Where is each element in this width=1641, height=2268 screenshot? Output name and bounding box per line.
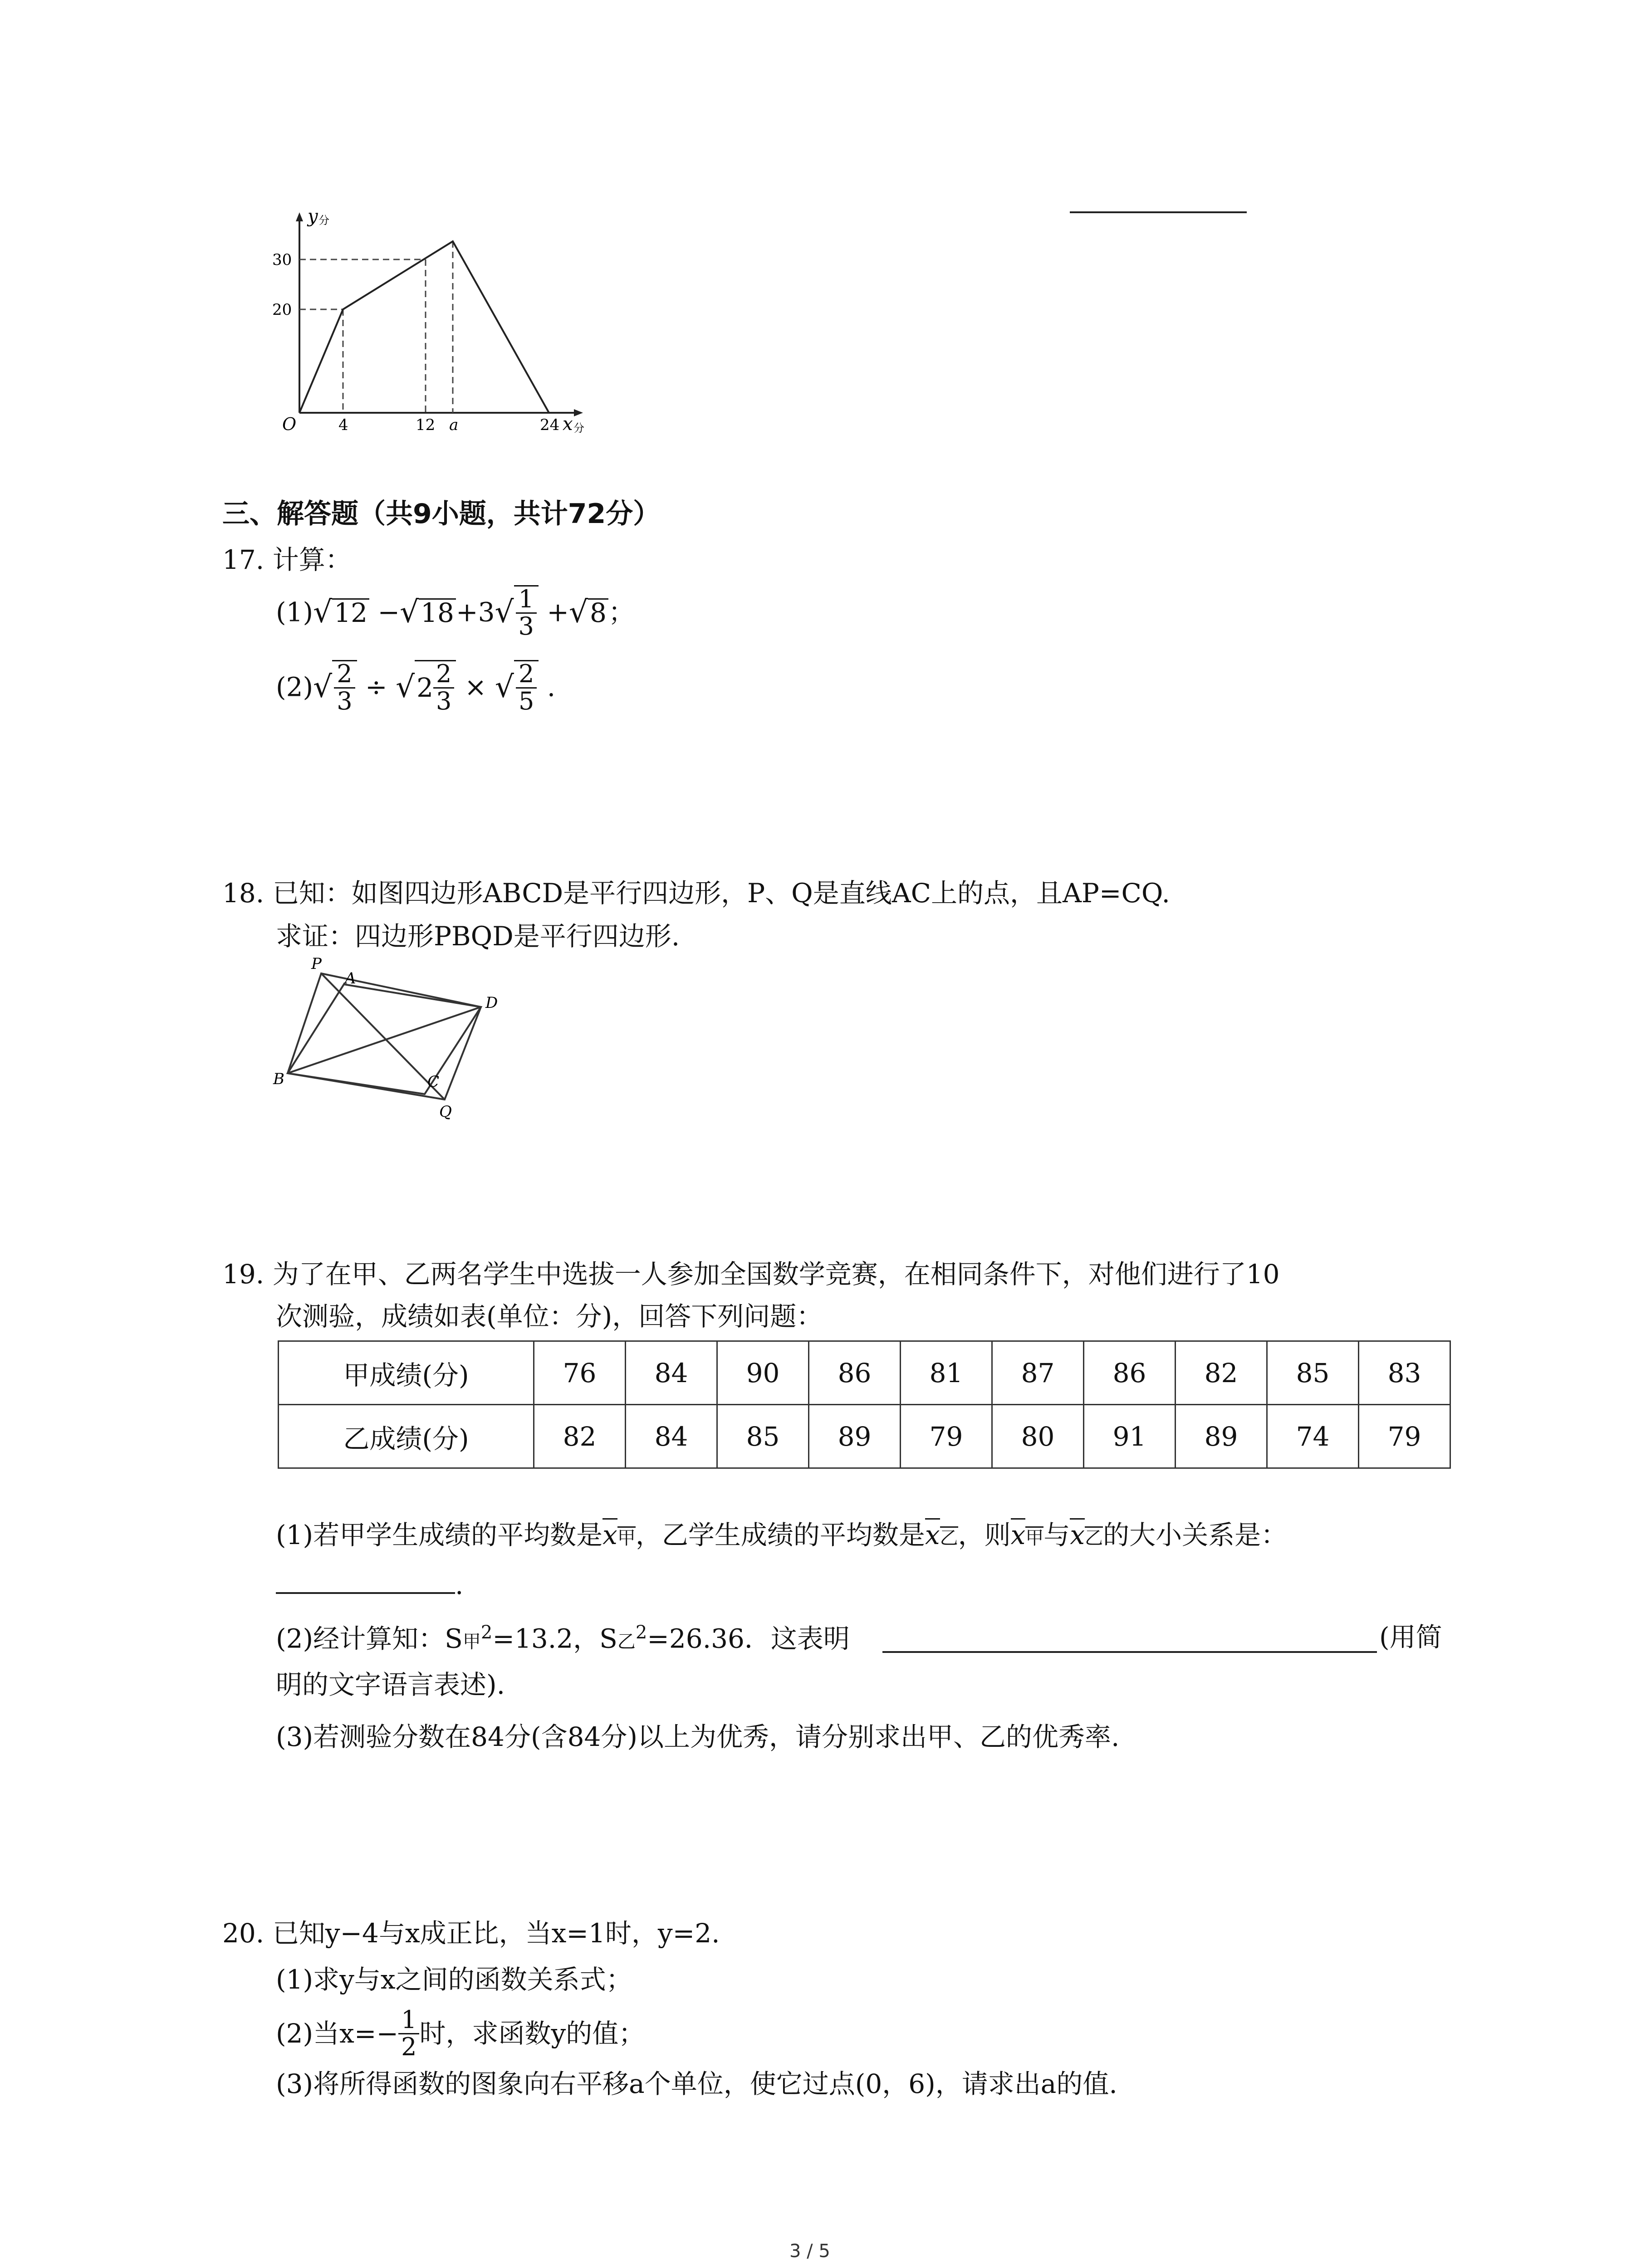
q18-line2: 求证：四边形PBQD是平行四边形.	[276, 921, 680, 952]
table-cell: 80	[992, 1405, 1084, 1468]
parallelogram-pbqd	[288, 973, 481, 1100]
x-axis-arrow	[574, 409, 583, 416]
label-a: A	[345, 969, 356, 987]
q19-p2-text-c: =26.36．这表明	[647, 1623, 850, 1654]
top-answer-blank	[1070, 211, 1247, 213]
q17-part1-end: ；	[608, 596, 635, 628]
q19-p1-end: .	[455, 1569, 464, 1600]
s-yi-sup: 2	[635, 1622, 647, 1643]
q20-part2	[276, 2007, 645, 2060]
q19-p2-text-b: =13.2，S	[492, 1623, 617, 1654]
q19-part1	[276, 1520, 1287, 1551]
q19-p1-text-d: 与	[1043, 1520, 1070, 1550]
parallelogram-figure	[268, 948, 522, 1125]
q17-part1-term4: 8	[588, 598, 608, 626]
x-tick-12: 12	[416, 416, 436, 434]
q19-p2-text-a: (2)经计算知：S	[276, 1623, 463, 1654]
q17-part2-op1: ÷	[365, 671, 387, 703]
table-cell: 86	[1084, 1341, 1176, 1405]
table-cell: 85	[1267, 1341, 1359, 1405]
x-axis-label: x	[563, 414, 573, 435]
q17-part2-op2: ×	[464, 671, 487, 703]
xbar-jia: x	[603, 1518, 617, 1550]
q19-number: 19.	[222, 1259, 265, 1290]
label-p: P	[311, 955, 322, 973]
x-tick-a: a	[449, 416, 459, 434]
q19-p1-text-a: (1)若甲学生成绩的平均数是	[276, 1520, 603, 1550]
q20-part3: (3)将所得函数的图象向右平移a个单位，使它过点(0，6)，请求出a的值.	[276, 2068, 1117, 2099]
xbar-yi-2: x	[1070, 1518, 1085, 1550]
table-cell: 87	[992, 1341, 1084, 1405]
distance-time-graph	[259, 204, 603, 440]
table-row	[279, 1341, 1450, 1405]
q17-part2-fraction3: $\frac{2}{5}$	[516, 661, 537, 714]
q17-part2-mixed-whole: 2	[416, 672, 434, 704]
table-cell: 84	[626, 1341, 717, 1405]
xbar-jia-sub: 甲	[617, 1526, 636, 1549]
x-tick-4: 4	[338, 416, 348, 434]
q19-p2-answer-blank	[882, 1651, 1377, 1653]
table-cell: 91	[1084, 1405, 1176, 1468]
table-cell: 90	[717, 1341, 809, 1405]
q19-line2: 次测验，成绩如表(单位：分)，回答下列问题：	[276, 1301, 823, 1332]
q17-part2-label: (2)	[276, 671, 314, 703]
q19-p1-text-c: ，则	[958, 1520, 1011, 1550]
label-q: Q	[439, 1103, 452, 1121]
q17-part1-fraction: $\frac{1}{3}$	[516, 587, 537, 639]
graph-line	[299, 241, 549, 413]
q17-part2-end: .	[547, 671, 556, 703]
table-cell: 83	[1359, 1341, 1450, 1405]
label-b: B	[273, 1070, 284, 1088]
xbar-yi: x	[925, 1518, 940, 1550]
q17-part1-op1: −	[377, 596, 400, 628]
q19-p1-text-e: 的大小关系是：	[1103, 1520, 1288, 1550]
q17-part2: (2)√ $\frac{2}{3}$ ÷ √2 $\frac{2}{3}$ × √ $\frac{2}{5}$ .	[276, 660, 556, 715]
table-row	[279, 1405, 1450, 1468]
q19-part2	[276, 1622, 850, 1655]
y-axis-arrow	[296, 212, 303, 221]
xbar-yi-2-sub: 乙	[1085, 1526, 1103, 1549]
x-unit-label: 分	[573, 422, 584, 435]
table-cell: 82	[534, 1405, 626, 1468]
scores-table	[278, 1340, 1451, 1469]
q20-part1: (1)求y与x之间的函数关系式；	[276, 1964, 632, 1995]
q19-part3: (3)若测验分数在84分(含84分)以上为优秀，请分别求出甲、乙的优秀率.	[276, 1721, 1120, 1752]
q17-number: 17.	[222, 544, 265, 575]
q20-p2-text-a: (2)当x=−	[276, 2018, 399, 2049]
page-number: 3 / 5	[789, 2241, 830, 2262]
q20-line1	[222, 1918, 720, 1950]
q17-part1-label: (1)	[276, 596, 314, 628]
table-cell: 79	[1359, 1405, 1450, 1468]
table-cell: 74	[1267, 1405, 1359, 1468]
q17-part1: (1)√12 −√18+3√ $\frac{1}{3}$ +√8；	[276, 585, 635, 640]
q19-part1-answer	[276, 1569, 463, 1601]
q17-part2-fraction1: $\frac{2}{3}$	[334, 661, 355, 714]
q17-part1-op3: +	[547, 596, 569, 628]
y-unit-label: 分	[318, 214, 329, 227]
table-cell: 85	[717, 1405, 809, 1468]
label-d: D	[485, 994, 498, 1012]
q19-line1	[222, 1259, 1280, 1290]
table-cell: 84	[626, 1405, 717, 1468]
q17-prompt	[222, 544, 352, 576]
table-cell: 89	[809, 1405, 901, 1468]
s-yi-sub: 乙	[617, 1631, 636, 1652]
q18-number: 18.	[222, 878, 265, 909]
q19-p2-text-d: (用简	[1379, 1622, 1442, 1652]
xbar-jia-2: x	[1011, 1518, 1026, 1550]
q19-p1-answer-blank	[276, 1592, 455, 1594]
q20-p2-fraction: $\frac{1}{2}$	[398, 2007, 419, 2060]
q18-text1: 已知：如图四边形ABCD是平行四边形，P、Q是直线AC上的点，且AP=CQ.	[272, 878, 1170, 909]
q20-p2-text-b: 时，求函数y的值；	[419, 2018, 645, 2049]
table-cell: 89	[1176, 1405, 1267, 1468]
q17-part1-op2: +3	[456, 596, 495, 628]
table-cell: 82	[1176, 1341, 1267, 1405]
y-axis-label: y	[308, 206, 318, 227]
table-cell: 76	[534, 1341, 626, 1405]
y-tick-30: 30	[272, 251, 292, 269]
table-cell: 81	[901, 1341, 992, 1405]
q18-line1	[222, 878, 1170, 909]
table-cell: 86	[809, 1341, 901, 1405]
q19-text1: 为了在甲、乙两名学生中选拔一人参加全国数学竞赛，在相同条件下，对他们进行了10	[272, 1259, 1280, 1290]
y-tick-20: 20	[272, 301, 292, 319]
s-jia-sup: 2	[480, 1622, 493, 1643]
section-heading: 三、解答题（共9小题，共计72分）	[222, 498, 661, 530]
q19-p1-text-b: ，乙学生成绩的平均数是	[635, 1520, 925, 1550]
row-label-jia: 甲成绩(分)	[279, 1341, 534, 1405]
table-cell: 79	[901, 1405, 992, 1468]
line-bd	[288, 1007, 481, 1073]
s-jia-sub: 甲	[462, 1631, 481, 1652]
q17-part1-term1: 12	[332, 598, 369, 626]
xbar-jia-2-sub: 甲	[1025, 1526, 1043, 1549]
q17-part2-fraction2: $\frac{2}{3}$	[433, 661, 454, 714]
q20-number: 20.	[222, 1918, 265, 1949]
label-c: C	[427, 1073, 440, 1091]
q17-part1-term2: 18	[419, 598, 456, 626]
x-tick-24: 24	[540, 416, 560, 434]
origin-label: O	[282, 414, 297, 434]
row-label-yi: 乙成绩(分)	[279, 1405, 534, 1468]
xbar-yi-sub: 乙	[940, 1526, 958, 1549]
q17-text: 计算：	[272, 544, 352, 575]
q19-part2-line2: 明的文字语言表述).	[276, 1669, 505, 1700]
q20-text1: 已知y−4与x成正比，当x=1时，y=2.	[272, 1918, 720, 1949]
